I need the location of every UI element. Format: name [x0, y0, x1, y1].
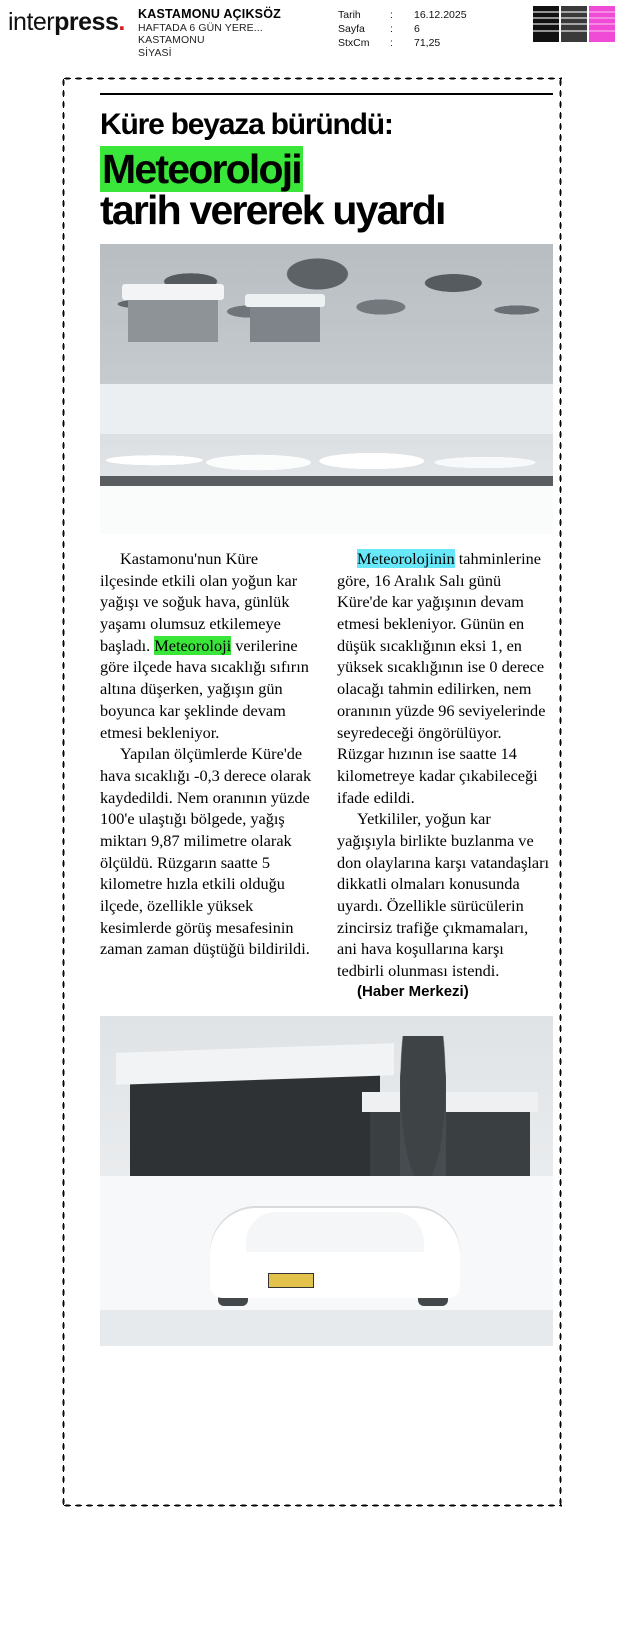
paragraph-1-text-b: verilerine göre ilçede hava sıcaklığı sıfırın altına düşerken, yağışın gün boyunca kar şeklinde devam etmesi bekleniyor. [100, 635, 309, 742]
clipping-meta [338, 4, 488, 51]
headline-line-2: tarih vererek uyardı [100, 187, 445, 234]
meta-row-stxcm [338, 36, 488, 50]
meta-key-date: Tarih [338, 9, 361, 21]
paragraph-1-text-a: Kastamonu'nun Küre ilçesinde etkili olan yoğun kar yağışı ve soğuk hava, günlük yaşamı olumsuz etkilemeye başladı. [100, 549, 298, 655]
paragraph-3-highlight: Meteorolojinin [357, 549, 455, 569]
article-headline [100, 145, 553, 234]
frame-border-top [62, 77, 562, 80]
frame-border-left [62, 77, 65, 1507]
page-thumbnail-3-highlight [589, 6, 615, 42]
logo-text-press: press [54, 8, 119, 36]
frame-border-right [559, 77, 562, 1507]
meta-value-stxcm: 71,25 [414, 37, 441, 50]
paragraph-4: Yetkililer, yoğun kar yağışıyla birlikte buzlanma ve don olaylarına karşı vatandaşları dikkatli olmaları konusunda uyardı. Özellikle sürücülerin zincirsiz trafiğe çıkmamaları, ani hava koşullarına karşı tedbirli olunması istendi. [337, 809, 550, 980]
page-thumbnails [533, 4, 615, 42]
meta-key-page: Sayfa [338, 23, 365, 36]
logo-text-inter: inter [8, 8, 55, 36]
headline-highlight-term: Meteoroloji [102, 145, 301, 192]
article-photo-snow-covered-car [100, 1016, 553, 1346]
publication-frequency: HAFTADA 6 GÜN YERE... [138, 21, 263, 34]
headline-line-1 [100, 145, 553, 192]
frame-border-bottom [62, 1504, 562, 1507]
paragraph-3 [337, 548, 552, 808]
meta-value-page: 6 [414, 23, 420, 36]
paragraph-1-highlight: Meteoroloji [154, 635, 232, 655]
article-column-2 [337, 548, 552, 1001]
article-photo-snowy-village [100, 244, 553, 534]
logo-dot: . [118, 8, 125, 36]
paragraph-1 [100, 548, 315, 743]
meta-key-stxcm: StxCm [338, 37, 370, 50]
publication-name: KASTAMONU AÇIKSÖZ [138, 7, 281, 21]
paragraph-3-text: tahminlerine göre, 16 Aralık Salı günü Küre'de kar yağışının devam etmesi bekleniyor. Günün en düşük sıcaklığının eksi 1, en yüksek sıcaklığının ise 0 derece olacağı tahmin edilirken, nem oranının yüzde 96 seviyelerinde seyredeceği öngörülüyor. Rüzgar hızının ise saatte 14 kilometreye kadar çıkabileceği ifade edildi. [337, 549, 546, 807]
page-thumbnail-2 [561, 6, 587, 42]
publication-type: SİYASİ [138, 46, 172, 59]
paragraph-2: Yapılan ölçümlerde Küre'de hava sıcaklığı -0,3 derece olarak kaydedildi. Nem oranının yüzde 100'e ulaştığı bölgede, yağış miktarı 9,87 milimetre olarak ölçüldü. Rüzgarın saatte 5 kilometre hızla etkili olduğu ilçede, özellikle yüksek kesimlerde görüş mesafesinin zaman zaman düştüğü bildirildi. [100, 744, 312, 959]
publication-city: KASTAMONU [138, 34, 205, 47]
article-byline: (Haber Merkezi) [357, 982, 469, 1000]
meta-row-date [338, 8, 488, 22]
meta-colon-date: : [390, 9, 393, 21]
meta-value-date: 16.12.2025 [414, 9, 467, 21]
article-body [100, 548, 553, 1001]
meta-colon-stxcm: : [390, 37, 393, 50]
interpress-logo [8, 4, 138, 37]
meta-row-page [338, 22, 488, 36]
publication-info [138, 4, 338, 59]
meta-colon-page: : [390, 23, 393, 36]
news-article [100, 93, 553, 1346]
article-column-1 [100, 548, 315, 1001]
page-thumbnail-1 [533, 6, 559, 42]
headline-divider [100, 93, 553, 95]
article-kicker: Küre beyaza büründü: [100, 108, 393, 141]
clipping-header [0, 0, 623, 62]
